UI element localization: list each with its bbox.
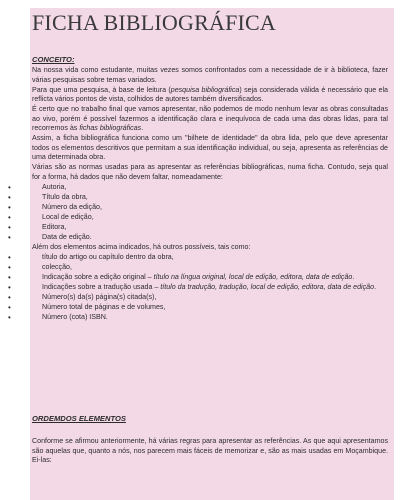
bullet-icon: • [8, 313, 11, 322]
bullet-icon: • [8, 203, 11, 212]
list-item: • título do artigo ou capítulo dentro da obra, [8, 253, 174, 262]
list-item: • Título da obra, [8, 193, 88, 202]
list-item: • Número (cota) ISBN. [8, 313, 108, 322]
bullet-icon: • [8, 223, 11, 232]
document-title: FICHA BIBLIOGRÁFICA [32, 10, 276, 35]
list-item: • Número(s) da(s) página(s) citada(s), [8, 293, 157, 302]
paragraph: Para que uma pesquisa, à base de leitura (pesquisa bibliográfica) seja considerada válida é necessário que ela reflicta vários pontos de vista, colhidos de autores também diversificados. [32, 85, 388, 103]
list-item: • Autoria, [8, 183, 67, 192]
bullet-icon: • [8, 303, 11, 312]
bullet-icon: • [8, 193, 11, 202]
paragraph: Conforme se afirmou anteriormente, há várias regras para apresentar as referências. As que aqui apresentamos são aquelas que, quanto a nós, nos parecem mais fáceis de memorizar e, são as mais usadas em Moçambique. Ei-las: [32, 437, 388, 464]
optional-elements-list [8, 253, 388, 323]
section-heading-conceito: CONCEITO: [32, 55, 75, 64]
list-item: • Número total de páginas e de volumes, [8, 303, 166, 312]
paragraph: Assim, a ficha bibliográfica funciona como um "bilhete de identidade" da obra lida, pelo que deve apresentar todos os elementos descritivos que permitam a sua identificação individual, ou seja, apresenta as referências de uma determinada obra. [32, 134, 388, 161]
list-item: • colecção, [8, 263, 72, 272]
list-item: • Local de edição, [8, 213, 94, 222]
bullet-icon: • [8, 183, 11, 192]
bullet-icon: • [8, 283, 11, 292]
bullet-icon: • [8, 263, 11, 272]
list-item: • Número da edição, [8, 203, 102, 212]
list-item: • Indicações sobre a tradução usada – título da tradução, tradução, local de edição, editora, data de edição. [8, 283, 377, 292]
section-heading-ordem: ORDEMDOS ELEMENTOS [32, 414, 126, 423]
required-elements-list [8, 183, 388, 243]
list-item: • Indicação sobre a edição original – título na língua original, local de edição, editora, data de edição. [8, 273, 355, 282]
bullet-icon: • [8, 273, 11, 282]
bullet-icon: • [8, 213, 11, 222]
bullet-icon: • [8, 253, 11, 262]
bullet-icon: • [8, 293, 11, 302]
paragraph: Além dos elementos acima indicados, há outros possíveis, tais como: [32, 243, 251, 251]
paragraph: Várias são as normas usadas para as apresentar as referências bibliográficas, numa ficha. Contudo, seja qual for a forma, há dados que não devem faltar, nomeadamente: [32, 163, 388, 181]
paragraph: Na nossa vida como estudante, muitas vezes somos confrontados com a necessidade de ir à biblioteca, fazer várias pesquisas sobre temas variados. [32, 66, 388, 84]
paragraph: É certo que no trabalho final que vamos apresentar, não podemos de modo nenhum levar as obras consultadas ao vivo, porém é possível fazermos a identificação clara e inequívoca de cada uma das obras lidas, para tal recorremos às fichas bibliográficas. [32, 105, 388, 132]
list-item: • Editora, [8, 223, 67, 232]
list-item: • Data de edição. [8, 233, 92, 242]
bullet-icon: • [8, 233, 11, 242]
